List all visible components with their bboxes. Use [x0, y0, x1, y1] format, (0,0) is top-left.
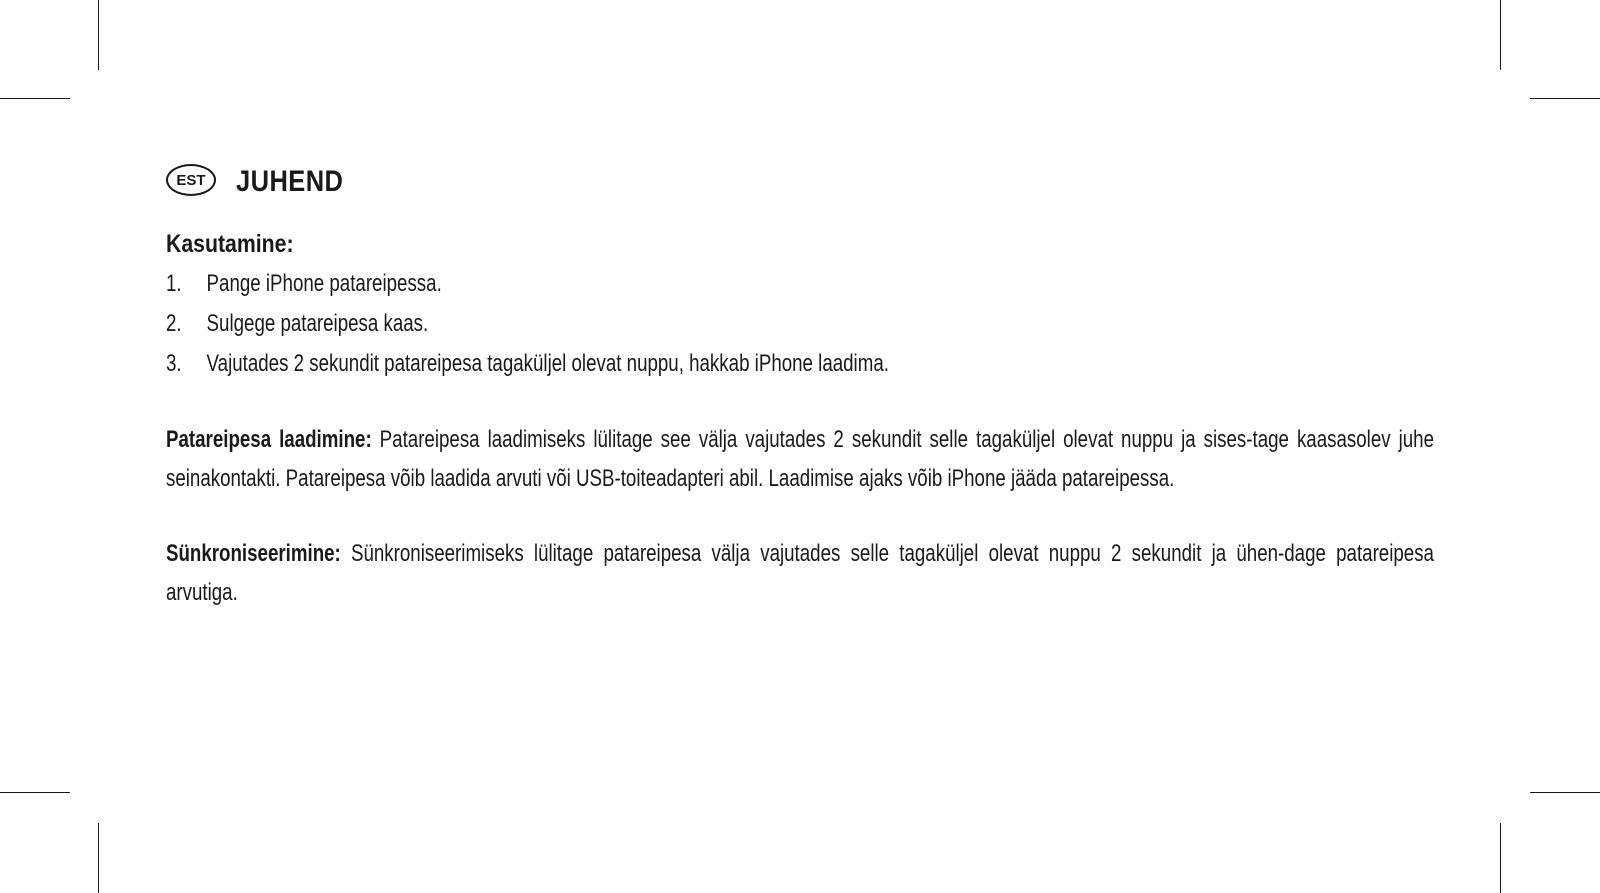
- crop-mark-top-left-horizontal: [0, 98, 70, 99]
- step-number: 1.: [166, 270, 182, 297]
- list-item: [166, 344, 1434, 384]
- crop-mark-top-left-vertical: [98, 0, 99, 70]
- step-number: 2.: [166, 310, 182, 337]
- step-number: 3.: [166, 350, 182, 377]
- crop-mark-bottom-left-horizontal: [0, 792, 70, 793]
- page-heading: [166, 152, 1436, 212]
- charging-title: Patareipesa laadimine:: [166, 426, 372, 453]
- sync-paragraph: [166, 534, 1434, 612]
- usage-title: Kasutamine:: [166, 230, 294, 258]
- sync-title: Sünkroniseerimine:: [166, 540, 341, 567]
- list-item: [166, 264, 1434, 304]
- step-text: Vajutades 2 sekundit patareipesa tagaküljel olevat nuppu, hakkab iPhone laadima.: [206, 350, 889, 377]
- crop-mark-bottom-right-vertical: [1500, 823, 1501, 893]
- crop-mark-top-right-horizontal: [1530, 98, 1600, 99]
- crop-mark-bottom-right-horizontal: [1530, 792, 1600, 793]
- charging-paragraph: [166, 420, 1434, 498]
- crop-mark-bottom-left-vertical: [98, 823, 99, 893]
- charging-text: Patareipesa laadimiseks lülitage see välja vajutades 2 sekundit selle tagaküljel olevat nuppu ja sises-tage kaasasolev juhe seinakontakti. Patareipesa võib laadida arvuti või USB-toiteadapteri abil. Laadimise ajaks võib iPhone jääda patareipessa.: [166, 426, 1434, 492]
- usage-steps-list: [166, 264, 1436, 384]
- step-text: Pange iPhone patareipessa.: [206, 270, 442, 297]
- list-item: [166, 304, 1434, 344]
- instructions-content: [166, 152, 1436, 612]
- page-title: JUHEND: [236, 165, 344, 198]
- sync-text: Sünkroniseerimiseks lülitage patareipesa välja vajutades selle tagaküljel olevat nuppu 2 sekundit ja ühen-dage patareipesa arvutiga.: [166, 540, 1434, 606]
- language-badge: EST: [166, 164, 216, 196]
- step-text: Sulgege patareipesa kaas.: [206, 310, 429, 337]
- crop-mark-top-right-vertical: [1500, 0, 1501, 70]
